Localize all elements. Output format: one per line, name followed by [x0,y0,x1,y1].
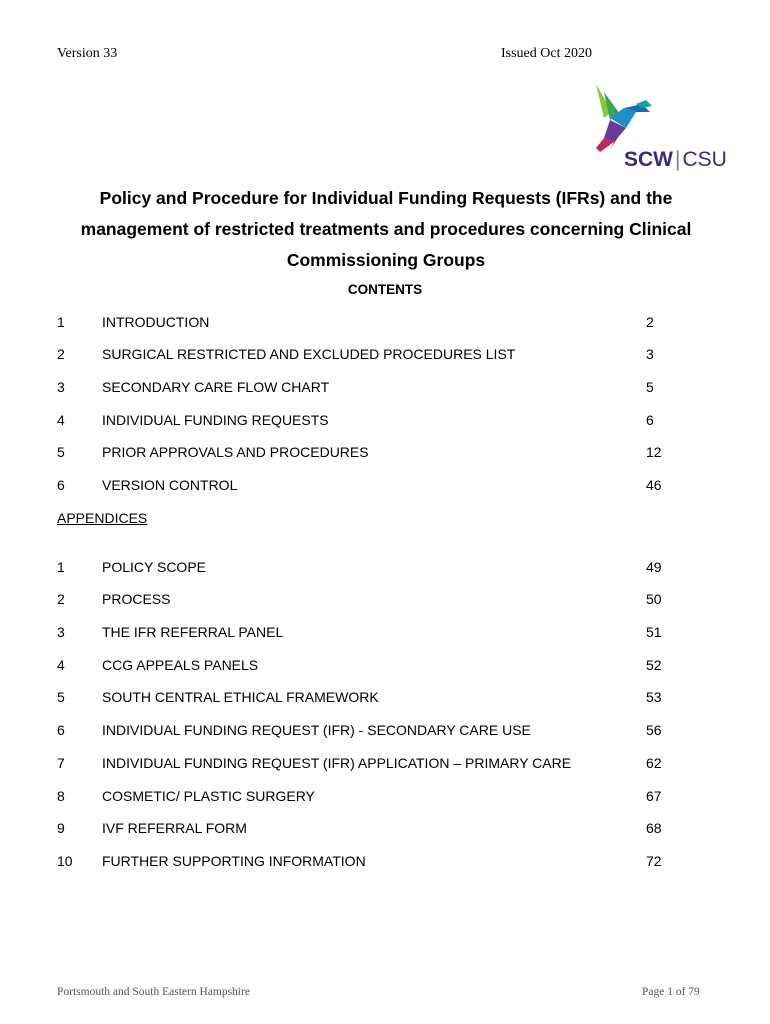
document-title-line-3: Commissioning Groups [286,250,486,270]
contents-row[interactable] [0,314,770,334]
row-number: 6 [57,477,65,493]
logo-separator: | [675,148,681,171]
footer-page-number: Page 1 of 79 [642,986,700,998]
logo-scw-text: SCW [624,148,673,171]
row-number: 9 [57,820,65,836]
contents-row[interactable] [0,591,770,611]
row-label: PRIOR APPROVALS AND PROCEDURES [102,444,369,460]
version-label: Version 33 [57,46,118,61]
row-page: 72 [646,853,662,869]
contents-row[interactable] [0,624,770,644]
contents-row[interactable] [0,379,770,399]
row-number: 2 [57,346,65,362]
row-number: 5 [57,444,65,460]
document-title-line-2: management of restricted treatments and procedures concerning Clinical [80,219,692,239]
row-label: VERSION CONTROL [102,477,238,493]
contents-row[interactable] [0,788,770,808]
footer-organisation: Portsmouth and South Eastern Hampshire [57,986,250,998]
row-number: 3 [57,379,65,395]
row-number: 10 [57,853,73,869]
row-page: 53 [646,689,662,705]
row-label: CCG APPEALS PANELS [102,657,259,673]
row-page: 62 [646,755,662,771]
row-label: FURTHER SUPPORTING INFORMATION [102,853,366,869]
contents-row[interactable] [0,559,770,579]
row-page: 68 [646,820,662,836]
row-label: INDIVIDUAL FUNDING REQUESTS [102,412,329,428]
row-page: 51 [646,624,662,640]
row-page: 67 [646,788,662,804]
row-number: 1 [57,559,65,575]
row-label: COSMETIC/ PLASTIC SURGERY [102,788,315,804]
document-title-line-1: Policy and Procedure for Individual Funding Requests (IFRs) and the [99,188,673,208]
row-number: 4 [57,657,65,673]
contents-row[interactable] [0,346,770,366]
row-label: INTRODUCTION [102,314,210,330]
row-number: 8 [57,788,65,804]
row-page: 5 [646,379,654,395]
row-label: PROCESS [102,591,171,607]
row-label: INDIVIDUAL FUNDING REQUEST (IFR) APPLICATION – PRIMARY CARE [102,755,572,771]
row-label: THE IFR REFERRAL PANEL [102,624,284,640]
row-label: SURGICAL RESTRICTED AND EXCLUDED PROCEDURES LIST [102,346,516,362]
row-number: 1 [57,314,65,330]
contents-row[interactable] [0,755,770,775]
row-page: 49 [646,559,662,575]
row-number: 3 [57,624,65,640]
row-page: 2 [646,314,654,330]
contents-row[interactable] [0,820,770,840]
row-label: SECONDARY CARE FLOW CHART [102,379,330,395]
contents-row[interactable] [0,722,770,742]
contents-row[interactable] [0,412,770,432]
logo-csu-text: CSU [682,148,727,171]
row-label: INDIVIDUAL FUNDING REQUEST (IFR) - SECONDARY CARE USE [102,722,531,738]
row-number: 7 [57,755,65,771]
issued-date: Issued Oct 2020 [501,46,592,61]
row-page: 3 [646,346,654,362]
contents-row[interactable] [0,477,770,497]
hummingbird-icon [590,82,715,152]
row-label: IVF REFERRAL FORM [102,820,247,836]
row-page: 56 [646,722,662,738]
row-page: 46 [646,477,662,493]
row-page: 50 [646,591,662,607]
row-number: 6 [57,722,65,738]
contents-heading: CONTENTS [347,282,423,297]
scw-csu-logo [590,82,727,177]
row-page: 6 [646,412,654,428]
row-label: SOUTH CENTRAL ETHICAL FRAMEWORK [102,689,379,705]
contents-row[interactable] [0,853,770,873]
contents-row[interactable] [0,689,770,709]
row-number: 4 [57,412,65,428]
contents-row[interactable] [0,444,770,464]
row-page: 12 [646,444,662,460]
contents-row[interactable] [0,657,770,677]
row-page: 52 [646,657,662,673]
appendices-heading[interactable]: APPENDICES [57,510,148,526]
row-number: 2 [57,591,65,607]
row-label: POLICY SCOPE [102,559,207,575]
row-number: 5 [57,689,65,705]
